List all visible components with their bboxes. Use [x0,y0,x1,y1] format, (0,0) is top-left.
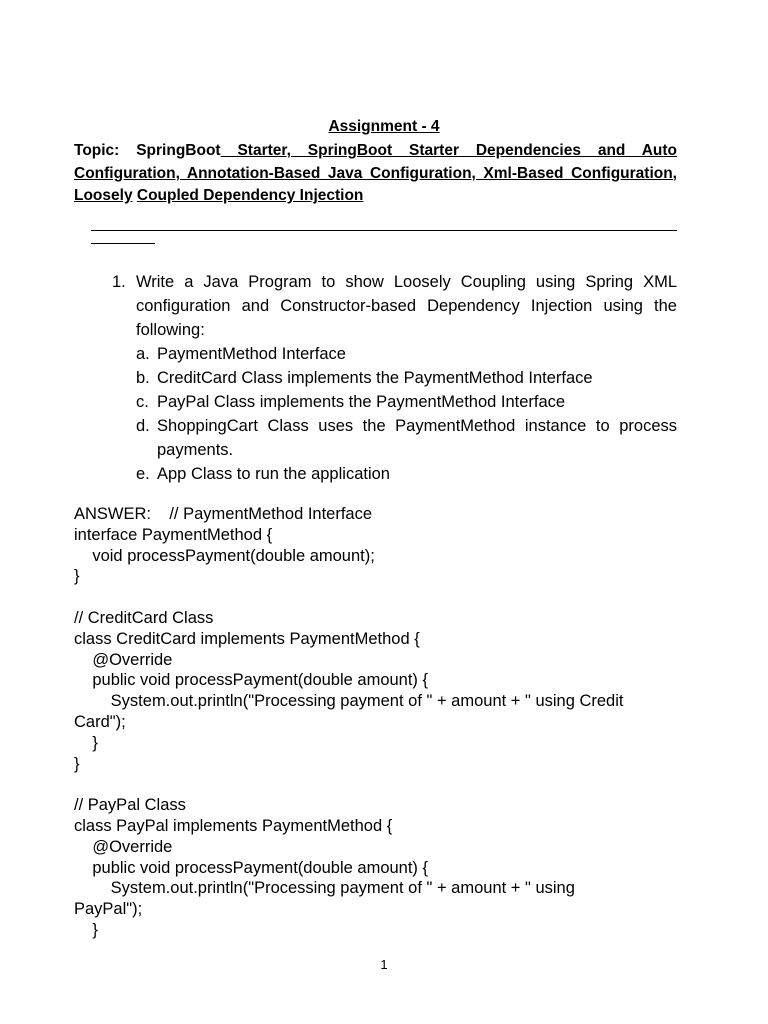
separator-line-continued [91,243,155,244]
requirement-letter: b. [136,369,150,387]
requirement-letter: e. [136,465,150,483]
requirement-item [136,390,677,414]
code-line: @Override [74,837,173,856]
requirements-list [136,342,677,486]
requirement-letter: d. [136,417,150,435]
requirement-letter: c. [136,393,149,411]
question-number: 1. [112,273,126,291]
requirement-item [136,462,677,486]
code-line [74,774,677,795]
topic-heading [74,140,677,208]
code-line: // CreditCard Class [74,608,214,627]
code-line: } [74,567,80,586]
code-line: PayPal"); [74,900,143,919]
code-line: System.out.println("Processing payment of " + amount + " using [74,879,575,898]
page-number: 1 [380,957,388,972]
question-text: Write a Java Program to show Loosely Coupling using Spring XML configuration and Constructor-based Dependency Injection using the following: [136,273,677,339]
requirement-text: ShoppingCart Class uses the PaymentMethod instance to process payments. [157,417,677,459]
code-line: public void processPayment(double amount) { [74,858,429,877]
requirement-item [136,366,677,390]
assignment-title: Assignment - 4 [328,118,440,135]
topic-subjects: Starter, SpringBoot Starter Dependencies and Auto Configuration, Annotation-Based Java Configuration, Xml-Based Configuration, Loosely [74,142,677,204]
requirement-text: App Class to run the application [157,465,390,483]
answer-code-block [74,504,677,941]
code-line: Card"); [74,712,126,731]
code-line: } [74,733,98,752]
requirement-letter: a. [136,345,150,363]
separator-line [91,230,677,231]
code-line: class PayPal implements PaymentMethod { [74,816,393,835]
code-line: @Override [74,650,173,669]
requirement-item [136,414,677,462]
code-line [74,587,677,608]
code-line: } [74,920,98,939]
requirement-text: PaymentMethod Interface [157,345,346,363]
requirement-item [136,342,677,366]
code-line: ANSWER: // PaymentMethod Interface [74,505,373,523]
code-line: } [74,754,80,773]
question-block [112,270,677,503]
code-line: class CreditCard implements PaymentMethod { [74,629,420,648]
code-line: interface PaymentMethod { [74,525,273,544]
topic-subjects-end: Coupled Dependency Injection [136,187,364,204]
code-line: public void processPayment(double amount) { [74,671,429,690]
code-line: System.out.println("Processing payment of " + amount + " using Credit [74,692,624,711]
topic-label: Topic: SpringBoot [74,142,221,159]
requirement-text: PayPal Class implements the PaymentMethod Interface [157,393,566,411]
requirement-text: CreditCard Class implements the PaymentMethod Interface [157,369,593,387]
code-line: void processPayment(double amount); [74,546,375,565]
code-line: // PayPal Class [74,796,186,815]
